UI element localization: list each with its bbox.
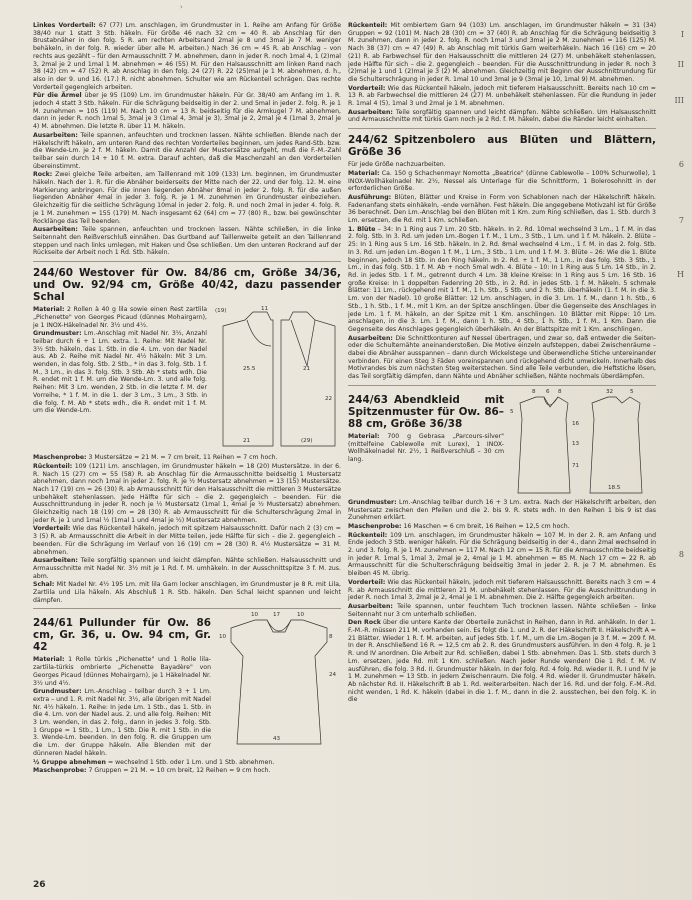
dim-label: 32	[606, 388, 614, 395]
dim-label: 10	[297, 612, 305, 619]
dim-label: 21	[303, 366, 311, 373]
margin-tab: 7	[678, 216, 684, 225]
para: Ausarbeiten: Teile sorgfältig spannen und leicht dämpfen. Nähte schließen. Um Halsausschnitt und Armausschnitte mit türkis Garn noch je 2 Rd. f. M. häkeln, dabei die Ränder leicht einhalten.	[348, 108, 656, 124]
dim-label: 10	[251, 612, 259, 619]
para: Material: 2 Rollen à 40 g lila sowie einen Rest zartlila „Pichenette" von Georges Picaud (dünnes Mohairgarn), je 1 INOX-Häkelnadel Nr. 3½ und 4½.	[33, 306, 207, 329]
dress-pattern-diagram	[510, 389, 656, 499]
margin-tab: H	[677, 270, 684, 279]
para: ½ Gruppe abnehmen = wechselnd 1 Stb. oder 1 Lm. und 1 Stb. abnehmen.	[33, 758, 275, 766]
divider	[348, 385, 656, 386]
westover-pattern-diagram	[213, 306, 341, 454]
para: Maschenprobe: 3 Mustersätze = 21 M. = 7 cm breit, 11 Reihen = 7 cm hoch.	[33, 454, 278, 462]
dim-label: 11	[261, 306, 269, 313]
para: Grundmuster: Lm.-Anschlag teilbar durch 16 + 3 Lm. extra. Nach der Häkelschrift arbeiten, den Mustersatz zwischen den Pfeilen und die 2. bis 9. R. stets wdh. In den Reihen 1 bis 9 ist das Zunehmen erklärt.	[348, 498, 656, 522]
para: Vorderteil: Wie das Rückenteil häkeln, jedoch mit spitzem Halsausschnitt. Dafür nach 2 (3) cm = 3 (5) R. ab Armausschnitt die Arbeit in der Mitte teilen, jede Hälfte für sich – die 2. gegengleich – beenden. Für die Schrägung im Verlauf von 16 (19) cm = 28 (30) R. 4½ Mustersätze = 31 M. abnehmen.	[33, 525, 341, 556]
section-title-244-62: 244/62 Spitzenbolero aus Blüten und Blättern, Größe 36	[348, 134, 656, 159]
pullunder-pattern-diagram	[217, 612, 341, 752]
dim-label: 22	[325, 396, 333, 403]
top-mark: ›	[180, 3, 183, 11]
divider	[33, 608, 341, 609]
margin-tab: I	[680, 30, 684, 39]
para: Rückenteil: 109 Lm. anschlagen, im Grundmuster häkeln = 107 M. In der 2. R. am Anfang und Ende jedoch 3 Stb. weniger häkeln. Für die Schrägung beidseitig in der 4., dann 2mal wechselnd in 2. und 3. folg. R. je 1 M. zunehmen = 117 M. Nach 12 cm = 15 R. für die Armausschnitte beidseitig in jeder R. 1mal 5, 1mal 3, 2mal je 2, 4mal je 1 M. abnehmen = 85 M. Nach 17 cm = 22 R. ab Armausschnitt für die Schulterschrägung beidseitig 3mal in jeder 2. R. je 7 M. abnehmen. Es bleiben 45 M. übrig.	[348, 531, 657, 578]
para: Ausarbeiten: Teile sorgfältig spannen und leicht dämpfen. Nähte schließen. Halsausschnitt und Armausschnitte mit Nadel Nr. 3½ mit je 1 Rd. f. M. umhäkeln. In der Ausschnittspitze 3 f. M. zus. abm.	[33, 557, 341, 580]
para: Rückenteil: Mit ombiertem Garn 94 (103) Lm. anschlagen, im Grundmuster häkeln = 31 (34) Gruppen = 92 (101) M. Nach 28 (30) cm = 37 (40) R. ab Anschlag für die Schrägung beidseitig 3 M. zunehmen, dann in jeder 2. folg. R. noch 1mal 3 und 3mal je 2 M. zunehmen = 116 (125) M. Nach 38 (37) cm = 47 (49) R. ab Anschlag mit türkis Garn weiterhäkeln. Nach 16 (16) cm = 20 (21) R. ab Farbwechsel für den Halsausschnitt die mittleren 24 (27) M. unbehäkelt stehenlassen, jede Hälfte für sich – die 2. gegengleich – beenden. Für die Ausschnittrundung in jeder R. noch 3 (2)mal je 1 und 1 (2)mal je 3 (2) M. abnehmen. Gleichzeitig mit Beginn der Ausschnittrundung für die Schulterschrägung in jeder R. 1mal 10 und 3mal je 9 (3mal je 10, 1mal 9) M. abnehmen.	[348, 22, 656, 83]
dim-label: 10	[219, 634, 227, 641]
margin-tabs	[672, 20, 686, 880]
right-column	[348, 22, 656, 705]
para: Für die Ärmel über je 95 (109) Lm. im Grundmuster häkeln. Für Gr. 38/40 am Anfang im 1. R. jedoch 4 statt 3 Stb. häkeln. Für die Schrägung beidseitig in der 2. und 5mal in jeder 2. folg. R. je 1 M. zunehmen = 105 (119) M. Nach 10 cm = 13 R. beidseitig für die Armkugel 7 M. abnehmen, dann in jeder R. noch 1mal 5, 3mal je 3 (1mal 4, 3mal je 3), 3mal je 2, 2mal je 4 (1mal 3, 2mal je 4) M. abnehmen. Die letzte R. über 11 M. häkeln.	[33, 92, 342, 131]
dim-label: 17	[273, 612, 281, 619]
para: Ausarbeiten: Teile spannen, anfeuchten und trocknen lassen. Nähte schließen. Blende nach der Häkelschrift häkeln, am unteren Rand des rechten Vorderteiles beginnen, um jedes Rand-Stb. bzw. die Wende-Lm. je 2 f. M. häkeln. Damit die Anzahl der Mustersätze aufgeht, muß die F.-M.-Zahl teilbar sein durch 14 + 10 f. M. extra. Darauf achten, daß die Maschenzahl an den Vorderteilen übereinstimmt.	[33, 131, 342, 170]
dim-label: 13	[572, 440, 580, 447]
para: Linkes Vorderteil: 67 (77) Lm. anschlagen, im Grundmuster in 1. Reihe am Anfang für Größe 38/40 nur 1 statt 3 Stb. häkeln. Für Größe 46 nach 32 cm = 40 R. ab Anschlag für den Brustabnäher in den folg. 5 R. am rechten Arbeitsrand 2mal je 8 und 3mal je 7 M. weniger behäkeln, in der folg. R. wieder über alle M. arbeiten.) Nach 36 cm = 45 R. ab Anschlag – von rechts aus gezählt – für den Armausschnitt 7 M. abnehmen, dann in jeder R. noch 1mal 4, 1 (2)mal 3, 2mal je 2 und 1mal 1 M. abnehmen = 46 (55) M. Für den Halsausschnitt am linken Rand nach 38 (42) cm = 47 (52) R. ab Anschlag in den folg. 24 (27) R. 22 (25)mal je 1 M. abnehmen, d. h., also in der 9. und 16. (17.) R. nicht abnehmen. Schulter wie am Rückenteil schrägen. Das rechte Vorderteil gegengleich arbeiten.	[33, 22, 342, 91]
para: Vorderteil: Wie das Rückenteil häkeln, jedoch mit tieferem Halsausschnitt. Bereits nach 10 cm = 13 R. ab Farbwechsel die mittleren 24 (27) M. unbehäkelt stehenlassen. Für die Rundung in jeder R. 1mal 4 (5), 1mal 3 und 2mal je 1 M. abnehmen.	[348, 84, 656, 108]
section-244-61-row	[33, 612, 341, 758]
dim-label: 8	[558, 388, 562, 395]
dim-label: 43	[273, 736, 281, 743]
para: Ausarbeiten: Teile spannen, anfeuchten und trocknen lassen. Nähte schließen, in die linke Seitennaht den Reißverschluß einnähen. Das Gurtband auf Taillenweite geteilt an den Taillenrand steppen und nach links umlegen, mit Haken und Öse schließen. Um den unteren Rockrand auf der Rückseite der Arbeit noch 1 Rd. Stb. häkeln.	[33, 226, 341, 257]
dim-label: 5	[510, 408, 514, 415]
para: Ausarbeiten: Die Schnittkonturen auf Nessel übertragen, und zwar so, daß entweder die Seiten- oder die Schulternähte aneinanderstoßen. Die Motive einzeln aufsteppen, dabei Zwischenräume – dabei die Abnäher ausspannen – dann durch Wickelstege und überwendliche Stiche untereinander verbinden. Für einen Steg 3 Fäden voreinspannen und rückgehend dicht umwickeln. Innerhalb des Motivrandes bis zum nächsten Steg weiterstechen. Sind alle Teile verbunden, die Heftstiche lösen, das Teil sorgfältig dämpfen, dann Nähte und Abnäher schließen, Nähte nochmals überdämpfen.	[348, 334, 656, 381]
para: Grundmuster: Lm.-Anschlag – teilbar durch 3 + 1 Lm. extra – und 1. R. mit Nadel Nr. 3½, alle übrigen mit Nadel Nr. 4½ häkeln. 1. Reihe: In jede Lm. 1 Stb., das 1. Stb. in die 4. Lm. von der Nadel aus. 2. und alle folg. Reihen: Mit 3 Lm. wenden, in das 2. folg., dann in jedes 3. folg. Stb. 1 Gruppe = 1 Stb., 1 Lm., 1 Stb. Die R. mit 1 Stb. in die 3. Wende-Lm. beenden. In den folg. R. die Gruppen um die Lm. der Gruppe häkeln. Alle Blenden mit der dünneren Nadel häkeln.	[33, 688, 211, 757]
dim-label: 25.5	[243, 366, 256, 373]
para: Ausführung: Blüten, Blätter und Kreise in Form von Schablonen nach der Häkelschrift häkeln. Fadenanfang stets einhäkeln, -ende vernähen. Fest häkeln. Die angegebene Motivzahl ist für Größe 36 berechnet. Den Lm.-Anschlag bei den Blüten mit 1 Km. zum Ring schließen, das 1. Stb. durch 3 Lm. ersetzen, die Rd. mit 1 Km. schließen.	[348, 193, 657, 225]
para: Vorderteil: Wie das Rückenteil häkeln, jedoch mit tieferem Halsausschnitt. Bereits nach 3 cm = 4 R. ab Armausschnitt die mittleren 21 M. unbehäkelt stehenlassen. Für die Ausschnittrundung in jeder R. noch 1mal 3, 2mal je 2, 4mal je 1 M. abnehmen. Die 2. Hälfte gegengleich arbeiten.	[348, 578, 656, 602]
para: Maschenprobe: 7 Gruppen = 21 M. = 10 cm breit, 12 Reihen = 9 cm hoch.	[33, 767, 271, 775]
section-244-63-row	[348, 389, 656, 499]
margin-tab: 6	[678, 160, 684, 169]
section-title-244-60: 244/60 Westover für Ow. 84/86 cm, Größe 34/36, und Ow. 92/94 cm, Größe 40/42, dazu passender Schal	[33, 267, 341, 304]
divider	[33, 261, 341, 262]
para: Rock: Zwei gleiche Teile arbeiten, am Taillenrand mit 109 (133) Lm. beginnen, im Grundmuster häkeln. Nach der 1. R. für die Abnäher beiderseits der Mitte nach der 22. und der folg. 12. M. eine Markierung anbringen. Für die innen liegenden Abnäher 8mal in jeder 2. folg. R. für die außen liegenden Abnäher 4mal in jeder 3. folg. R. je 1 M. zunehmen im Grundmuster einbeziehen. Gleichzeitig für die seitliche Schrägung 10mal in jeder 2. folg. R. und noch 2mal in jeder 4. folg. R. je 1 M. zunehmen = 155 (179) M. Nach insgesamt 62 (64) cm = 77 (80) R., bzw. bei gewünschter Rocklänge das Teil beenden.	[33, 171, 342, 225]
para: Material: 700 g Gebrasa „Parcours-silver" (mittelfeine Cablewolle mit Lurex), 1 INOX-Wollhäkelnadel Nr. 2½, 1 Reißverschluß – 30 cm lang.	[348, 432, 504, 463]
dim-label: (19)	[215, 308, 227, 315]
section-244-60-row	[33, 306, 341, 454]
para: Den Rock über die untere Kante der Oberteile zunächst in Reihen, dann in Rd. anhäkeln. In der 1. F.-M.-R. müssen 211 M. vorhanden sein. Es folgt die 1. und 2. R. der Häkelschrift II. Häkelschrift A = 21 Blätter. Wieder 1 R. f. M. arbeiten, auf jedes Stb. 1 f. M., um die Lm.-Bogen je 3 f. M. = 209 f. M. In der R. Anschließend 16 R. = 12,5 cm ab 2. R. des Grundmusters ausführen. In den 4 folg. R. je 1 R. und IV anordnen. Die Arbeit zur Rd. schließen, dabei 1 Stb. abnehmen. Das 1. Stb. stets durch 3 Lm. ersetzen, jede Rd. mit 1 Km. schließen. Nach jeder Runde wenden! Die 1 Rd. f. M. IV ausführen, die folg. 3 Rd. II. Grundmuster häkeln. In der folg. Rd. 4 folg. Rd. wieder II. R. I und IV je 1 M. zunehmen = 13 Stb. in jedem Zwischenraum. Die folg. 4 Rd. wieder II. Grundmuster häkeln. Ab nächster Rd. II. Häkelschrift B ab 1. Rd. weiterarbeiten. Nach der 16. Rd. und der folg. F.-M.-Rd. nicht wenden, 1 Rd. K. häkeln (dabei in die 1. f. M., dann in die 2. ausstechen, bei den folg. K. in die	[348, 619, 656, 704]
page-number: 26	[33, 880, 46, 890]
dim-label: 71	[572, 462, 580, 469]
para: Ausarbeiten: Teile spannen, unter feuchtem Tuch trocknen lassen. Nähte schließen – linke Seitennaht nur 3 cm unterhalb schließen.	[348, 602, 656, 618]
para: Schal: Mit Nadel Nr. 4½ 195 Lm. mit lila Garn locker anschlagen, im Grundmuster je 8 R. mit Lila, Zartlila und Lila häkeln. Als Abschluß 1 R. Stb. häkeln. Den Schal leicht spannen und leicht dämpfen.	[33, 581, 341, 604]
para: Maschenprobe: 16 Maschen = 6 cm breit, 16 Reihen = 12,5 cm hoch.	[348, 522, 570, 530]
para: Rückenteil: 109 (121) Lm. anschlagen, im Grundmuster häkeln = 18 (20) Mustersätze. In der 6. R. Nach 15 (27) cm = 55 (58) R. ab Anschlag für die Armausschnitte beidseitig 1 Mustersatz abnehmen, dann noch 1mal in jeder 2. folg. R. je ½ Mustersatz abnehmen = 13 (15) Mustersätze. Nach 17 (19) cm = 26 (30) R. ab Armausschnitt für den Halsausschnitt die mittleren 3 Mustersätze unbehäkelt stehenlassen. Jede Hälfte für sich – die 2. gegengleich – beenden. Für die Ausschnittrundung in jeder R. noch je ½ Mustersatz (1mal 1, 4mal je ½ Mustersatz) abnehmen. Gleichzeitig nach 18 (19) cm = 28 (30) R. ab Armausschnitt für die Schulterschrägung 2mal in jeder R. je 1 und 1mal ½ (1mal 1 und 4mal je ½) Mustersatz abnehmen.	[33, 462, 342, 524]
margin-tab: III	[674, 96, 684, 105]
dim-label: 18.5	[608, 484, 621, 491]
para: 1. Blüte – 34: In 1 Ring aus 7 Lm. 20 Stb. häkeln. In 2. Rd. 10mal wechselnd 3 Lm., 1 f. M. in das 2. folg. Stb. In 3. Rd. um jeden Lm.-Bogen 1 f. M., 1 Lm., 3 Stb., 1 Lm. und 1 f. M. häkeln. 2. Blüte – 25: In 1 Ring aus 5 Lm. 16 Stb. häkeln. In 2. Rd. 8mal wechselnd 4 Lm., 1 f. M. in das 2. folg. Stb. In 3. Rd. um jeden Lm.-Bogen 1 f. M., 1 Lm., 3 Stb., 1 Lm. und 1 f. M. 3. Blüte – 26: Wie die 1. Blüte beginnen, jedoch 18 Stb. in den Ring häkeln. In 2. Rd. + 1 f. M., 1 Lm., in das folg. Stb. 3 Stb., 1 Lm., in das folg. Stb. 1 f. M. Ab + noch 5mal wdh. 4. Blüte – 10: In 1 Ring aus 5 Lm. 14 Stb., in 2. Rd. in jedes Stb. 1 f. M., getrennt durch 4 Lm. 38 kleine Kreise: In 1 Ring aus 5 Lm. 16 Stb. 16 große Kreise: In 1 doppelten Fadenring 20 Stb., in 2. Rd. in jedes Stb. 1 f. M. häkeln. 5 schmale Blätter: 11 Lm., rückgehend mit 1 f. M., 1 h. Stb., 5 Stb. und 2 h. Stb. überhäkeln (1. f. M. in die 3. Lm. von der Nadel). 10 große Blätter: 12 Lm. anschlagen, in die 3. Lm. 1 f. M., dann 1 h. Stb., 6 Stb., 1 h. Stb., 1 f. M., mit 1 Km. an der Spitze anschlingen. Über die Gegenseite des Anschlages in jede Lm. 1 f. M. häkeln, an der Spitze mit 1 Km. anschlingen. 10 Blätter mit Rippe: 10 Lm. anschlagen, in die 3. Lm. 1 f. M., dann 1 h. Stb., 4 Stb., 1 h. Stb., 1 f. M., 1 Km. Dann die Gegenseite des Anschlages gegengleich überhäkeln. An der Blattspitze mit 1 Km. anschlingen.	[348, 225, 656, 333]
dim-label: 24	[329, 672, 337, 679]
section-title-244-61: 244/61 Pullunder für Ow. 86 cm, Gr. 36, u. Ow. 94 cm, Gr. 42	[33, 617, 211, 654]
margin-tab: II	[677, 60, 684, 69]
para: Material: 1 Rolle türkis „Pichenette" und 1 Rolle lila-zartlila-türkis ombrierte „Pichenette Bayadère" von Georges Picaud (dünnes Mohairgarn), je 1 Häkelnadel Nr. 3½ und 4½.	[33, 656, 212, 687]
dim-label: 21	[243, 438, 251, 445]
para: Für jede Größe nachzuarbeiten.	[348, 161, 446, 169]
dim-label: (29)	[301, 438, 313, 445]
dim-label: 6	[546, 388, 550, 395]
margin-tab: 8	[678, 550, 684, 559]
dim-label: 5	[630, 388, 634, 395]
divider	[348, 128, 656, 129]
para: Material: Ca. 150 g Schachenmayr Nomotta „Beatrice" (dünne Cablewolle – 100% Schurwolle), 1 INOX-Wollhäkelnadel Nr. 2½, Nessel als Unterlage für die Schnittform, 1 Bolerosohnitt in der erforderlichen Größe.	[348, 169, 656, 193]
dim-label: 8	[329, 634, 333, 641]
dim-label: 16	[572, 420, 580, 427]
left-column	[33, 22, 341, 776]
para: Grundmuster: Lm.-Anschlag mit Nadel Nr. 3½, Anzahl teilbar durch 6 + 1 Lm. extra. 1. Reihe: Mit Nadel Nr. 3½ Stb. häkeln, das 1. Stb. in die 4. Lm. von der Nadel aus. Ab 2. Reihe mit Nadel Nr. 4½ häkeln: Mit 3 Lm. wenden, in das folg. Stb. 2 Stb., * in das 3. folg. Stb. 1 f. M., 3 Lm., in das 3. folg. Stb. 3 Stb. Ab * stets wdh. Die R. endet mit 1 f. M. um die Wende-Lm. 3. und alle folg. Reihen: Mit 3 Lm. wenden, 2 Stb. in die letzte f. M. der Vorreihe, * 1 f. M. in die 1. der 3 Lm., 3 Lm., 3 Stb. in die folg. f. M. Ab * stets wdh., die R. endet mit 1 f. M. um die Wende-Lm.	[33, 330, 207, 415]
section-title-244-63: 244/63 Abendkleid mit Spitzenmuster für Ow. 86–88 cm, Größe 36/38	[348, 393, 504, 430]
dim-label: 8	[532, 388, 536, 395]
